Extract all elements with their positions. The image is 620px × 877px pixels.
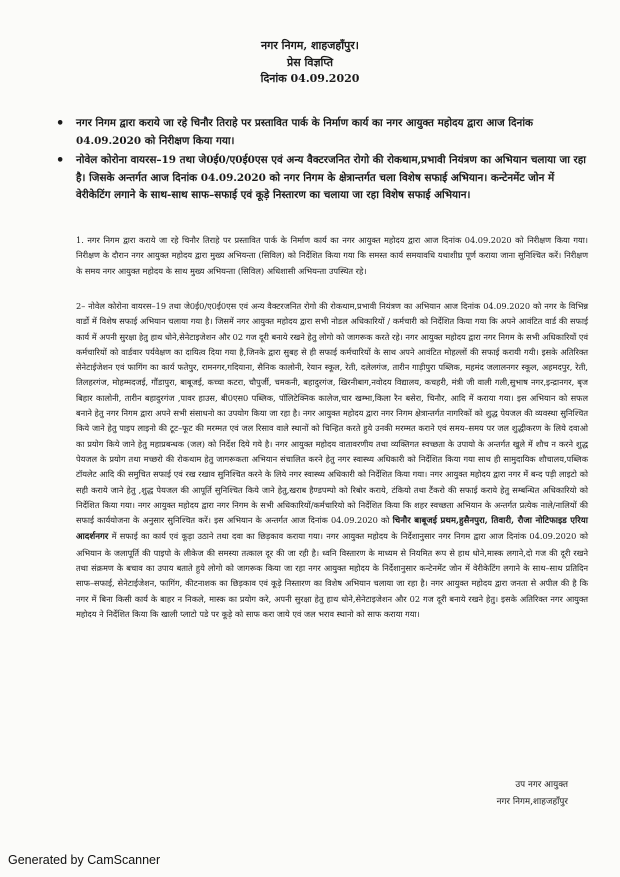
paragraph-text: में सफाई का कार्य एवं कूड़ा उठाने तथा दवा का छिड़काव कराया गया। नगर आयुक्त महोदय के निर्देशानुसार नगर निगम द्वारा आज दिनांक 04.09.2020 को अभियान के जलापूर्ति की पाइपो के लीकेज की समस्या तत्काल दूर की जा रही है। ध्वनि विस्तारण के माध्यम से नियमित रूप से हाथ धोने,मास्क लगाने,दो गज की दूरी रखने तथा संक्रमण के बचाव का उपाय बताते हुये लोगो को जागरूक किया जा रहा नगर आयुक्त महोदय के निर्देशानुसार कन्टेनमेंट जोन में वेरीकेटिंग लगाने के साथ–साथ प्रतिदिन साफ–सफाई, सेनेटाईजेशन, फागिंग, कीटनाशक का छिड़काव एवं कूड़े निस्तारण का विशेष अभियान चलाया जा रहा है। नगर आयुक्त महोदय द्वारा जनता से अपील की है कि नगर में बिना किसी कार्य के बाहर न निकले, मास्क का प्रयोग करे, अपनी सुरक्षा हेतु हाथ धोने,सेनेटाइजेशन और 02 गज दूरी बनाये रखने हेतु। इसके अतिरिक्त नगर आयुक्त महोदय ने निर्देशित किया कि खाली प्लाटो पडे पर कूड़े को साफ करा जाये एवं जल भराव स्थानो को साफ कराया गया। (76, 531, 588, 619)
bullet-park-inspection: • नगर निगम द्वारा कराये जा रहे चिनौर तिराहे पर प्रस्तावित पार्क के निर्माण कार्य का नगर आयुक्त महोदय द्वारा आज दिनांक 04.09.2020 को निरीक्षण किया गया। (56, 115, 592, 150)
summary-bullets (56, 115, 592, 207)
paragraph-cleaning-campaign (76, 299, 588, 622)
bullet-corona-campaign: • नोवेल कोरोना वायरस–19 तथा जे0ई0/ए0ई0एस एवं अन्य वैक्टरजनित रोगो की रोकथाम,प्रभावी नियंत्रण का अभियान चलाया जा रहा है। जिसके अन्तर्गत आज दिनांक 04.09.2020 को नगर निगम के क्षेत्रान्तर्गत चला विशेष सफाई अभियान। कन्टेनमेंट जोन में वेरीकेटिंग लगाने के साथ-साथ साफ–सफाई एवं कूड़े निस्तारण का चलाया जा रहा विशेष सफाई अभियान। (56, 152, 592, 205)
signature-office: नगर निगम,शाहजहाँपुर (496, 797, 568, 807)
document-type: प्रेस विज्ञप्ति (286, 56, 334, 69)
paragraph-text: 2– नोवेल कोरोना वायरस–19 तथा जे0ई0/ए0ई0एस एवं अन्य वैक्टरजनित रोगो की रोकथाम,प्रभावी नियंत्रण का अभियान आज दिनांक 04.09.2020 को नगर के विभिन्न वार्डो में विशेष सफाई अभियान चलाया गया है। जिसमें नगर आयुक्त महोदय द्वारा सभी नोडल अधिकारियों / कर्मचारी को निर्देशित किया गया कि अपने आवंटित वार्ड की सफाई कार्य में अपनी सुरक्षा हेतु हाथ धोने,सेनेटाइजेशन और 02 गज दूरी बनाये रखने हेतु लोगो को जागरूक करते रहे। नगर आयुक्त महोदय द्वारा नगर निगम के सभी अधिकारियों एवं कर्मचारियों को वार्डवार पर्यवेक्षण का दायित्व दिया गया है,जिनके द्वारा सुबह से ही सफाई कर्मचारियों के साथ अपने आवंटित मोहल्लों की सफाई करायी गयी। इसके अतिरिक्त सेनेटाईजेशन एवं फागिंग का कार्य फतेपुर, रामनगर,गदियाना, सैनिक कालोनी, रेयान स्कूल, रेती, दलेलगंज, तारीन गाड़ीपुरा पब्लिक, महमंद जलालनगर स्कूल, अहमदपुर, रेती, तिलहरगंज, मोहम्मदजई, गौंडापुरा, बाबूजई, कच्चा कटरा, चौपुर्जी, चमकनी, बहादुरगंज, खिरनीबाग,नवोदय विद्यालय, कचहरी, मंत्री जी वाली गली,सुभाष नगर,इन्द्रानगर, बृज बिहार कालोनी, तारीन बहादुरगंज ,पावर हाउस, बी0एस0 पब्लिक, पॉलिटेक्निक कालेज,चार खम्भा,किला रैन बसेरा, चिनौर, आदि में कराया गया। इस अभियान को सफल बनाने हेतु नगर निगम द्वारा अपने सभी संसाधनो का उपयोग किया जा रहा है। नगर आयुक्त महोदय द्वारा नगर निगम क्षेत्रान्तर्गत नागरिकों को शुद्ध पेयजल की व्यवस्था सुनिश्चित किये जाने हेतु पाइप लाइनो की टूट–फूट की मरम्मत एवं जल रिसाव वाले स्थानों को चिन्हित करते हुये उनकी मरम्मत कराने एवं समय–समय पर जल शुद्धीकरण के लिये दवाओ का प्रयोग किये जाने हेतु महाप्रबन्धक (जल) को निर्देश दिये गये है। नगर आयुक्त महोदय वातावरणीय तथा व्यक्तिगत स्वच्छता के उपायो के अन्तर्गत खुले में शौच न करने शुद्ध पेयजल के प्रयोग तथा मच्छरो की रोकथाम हेतु जागरूकता अभियान संचालित करने हेतु नगर स्वास्थ्य अधिकारी को निर्देशित किया गया साथ ही सामुदायिक शौचालय,पब्लिक टॉयलेट आदि की समुचित सफाई एवं रख रखाव सुनिश्चित करने के लिये नगर स्वास्थ्य अधिकारी को निर्देशित किया गया। नगर आयुक्त महोदय द्वारा नगर में बन्द पड़ी लाइटो को सही कराये जाने हेतु ,शुद्ध पेयजल की आपूर्ति सुनिश्चित किये जाने हेतु,खराब हैण्डपम्पो को रिबोर कराये, टंकियो तथा टैंकरो की सफाई कराये हेतु सम्बन्धित अधिकारियो को निर्देशित किया गया। नगर आयुक्त महोदय द्वारा नगर निगम के सभी अधिकारियों/कर्मचारियो को निर्देशित किया कि शहर स्वच्छता अभियान के अन्तर्गत प्रत्येक नाले/नालियों की सफाई कार्ययोजना के अनुसार सुनिश्चित करें। इस अभियान के अन्तर्गत आज दिनांक 04.09.2020 को (76, 301, 588, 526)
paragraph-localities: चिनौर बाबूजई प्रथम,हुसैनपुरा, तिवारी, रौजा नोटिफाइड एरिया आदर्शनगर (76, 516, 588, 543)
document-date: दिनांक 04.09.2020 (260, 72, 360, 85)
signature-title: उप नगर आयुक्त (515, 780, 568, 790)
scanner-watermark: Generated by CamScanner (8, 853, 161, 867)
paragraph-park-inspection: 1. नगर निगम द्वारा कराये जा रहे चिनौर तिराहे पर प्रस्तावित पार्क के निर्माण कार्य का नगर आयुक्त महोदय द्वारा आज दिनांक 04.09.2020 को निरीक्षण किया गया। निरीक्षण के दौरान नगर आयुक्त महोदय द्वारा मुख्य अभियन्ता (सिविल) को निर्देशित किया गया कि समस्त कार्य समयावधि यथाशीघ्र पूर्ण कराया जाना सुनिश्चित करें। निरीक्षण के समय नगर आयुक्त महोदय के साथ मुख्य अभियन्ता (सिविल) अधिशासी अभियन्ता उपस्थित रहे। (76, 235, 588, 276)
office-name: नगर निगम, शाहजहाँपुर। (261, 39, 359, 52)
